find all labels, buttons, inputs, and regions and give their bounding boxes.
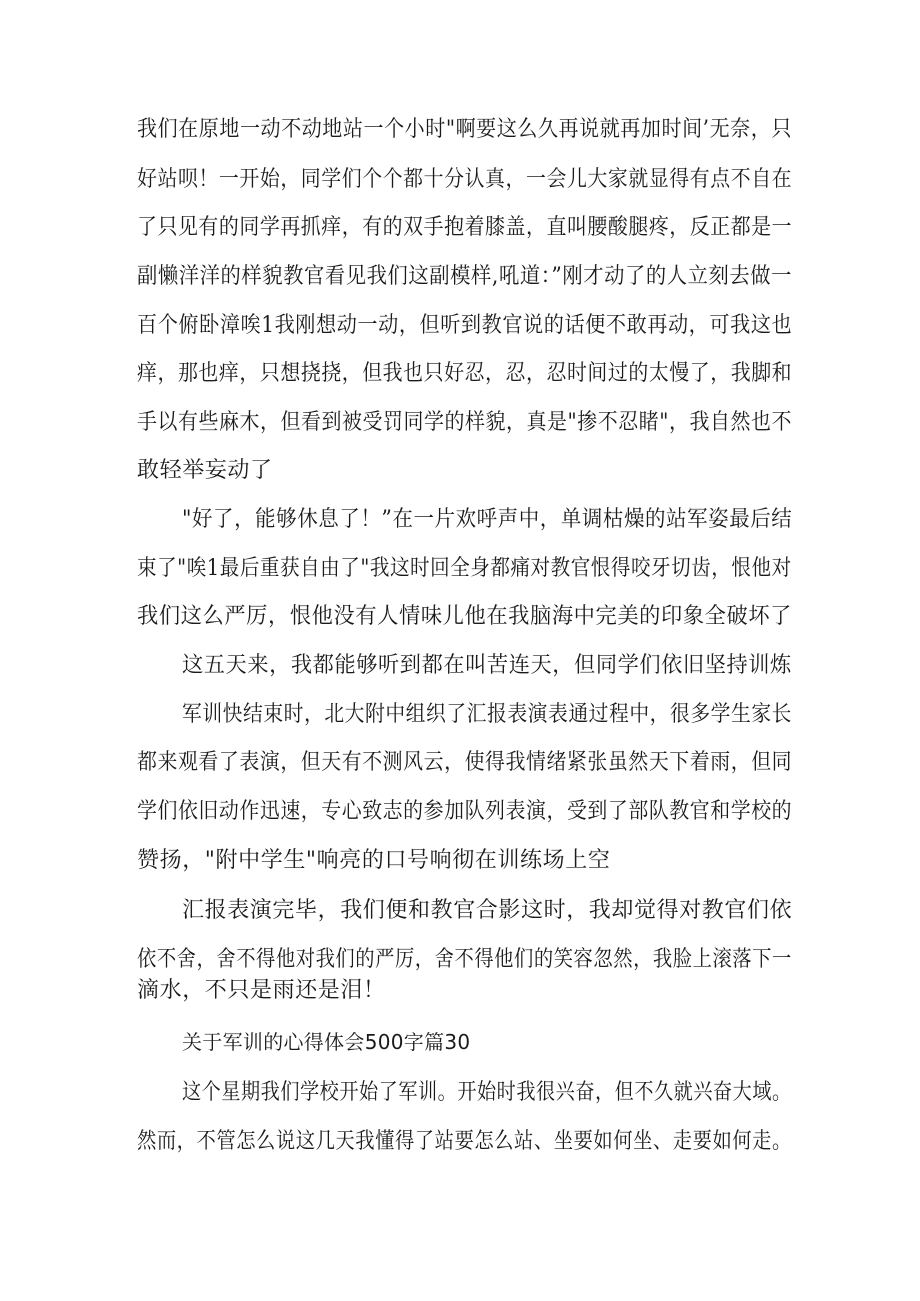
text-line: 敢轻举妄动了 [137, 458, 273, 483]
text-line: 好站呗！一开始，同学们个个都十分认真，一会儿大家就显得有点不自在 [137, 167, 793, 192]
text-line: 束了"唉1最后重获自由了"我这时回全身都痛对教官恨得咬牙切齿，恨他对 [137, 556, 792, 581]
text-line: 滴水，不只是雨还是泪！ [137, 978, 386, 1003]
text-line: 赞扬，"附中学生"响亮的口号响彻在训练场上空 [137, 848, 611, 873]
paragraph-start: 这个星期我们学校开始了军训。开始时我很兴奋，但不久就兴奋大域。 [182, 1080, 792, 1105]
text-line: 都来观看了表演，但天有不测风云，使得我情绪紧张虽然天下着雨，但同 [137, 750, 793, 775]
text-line: 痒，那也痒，只想挠挠，但我也只好忍，忍，忍时间过的太慢了，我脚和 [137, 361, 793, 386]
paragraph-start: 这五天来，我都能够听到都在叫苦连天，但同学们依旧坚持训炼 [182, 653, 792, 678]
paragraph-start: 汇报表演完毕，我们便和教官合影这时，我却觉得对教官们依 [182, 898, 793, 923]
text-line: 百个俯卧漳唉1我刚想动一动，但听到教官说的话便不敢再动，可我这也 [137, 313, 793, 338]
section-heading: 关于军训的心得体会500字篇30 [182, 1030, 471, 1054]
text-line: 依不舍，舍不得他对我们的严厉，舍不得他们的笑容忽然，我脸上滚落下一 [137, 947, 792, 972]
paragraph-start: "好了，能够休息了！”在一片欢呼声中，单调枯燥的站军姿最后结 [182, 507, 793, 532]
text-line: 然而，不管怎么说这几天我懂得了站要怎么站、坐要如何坐、走要如何走。 [137, 1129, 792, 1154]
text-line: 学们依旧动作迅速，专心致志的参加队列表演，受到了部队教官和学校的 [137, 799, 793, 824]
text-line: 我们这么严厉，恨他没有人情味儿他在我脑海中完美的印象全破坏了 [137, 604, 793, 629]
text-line: 我们在原地一动不动地站一个小时"啊要这么久再说就再加时间’无奈，只 [137, 117, 792, 142]
text-line: 副懒洋洋的样貌教官看见我们这副模样,吼道：”刚才动了的人立刻去做一 [137, 264, 793, 289]
text-line: 了只见有的同学再抓痒，有的双手抱着膝盖，直叫腰酸腿疼，反正都是一 [137, 215, 793, 240]
paragraph-start: 军训快结束时，北大附中组织了汇报表演表通过程中，很多学生家长 [182, 702, 793, 727]
text-line: 手以有些麻木，但看到被受罚同学的样貌，真是"掺不忍睹"，我自然也不 [137, 410, 793, 435]
